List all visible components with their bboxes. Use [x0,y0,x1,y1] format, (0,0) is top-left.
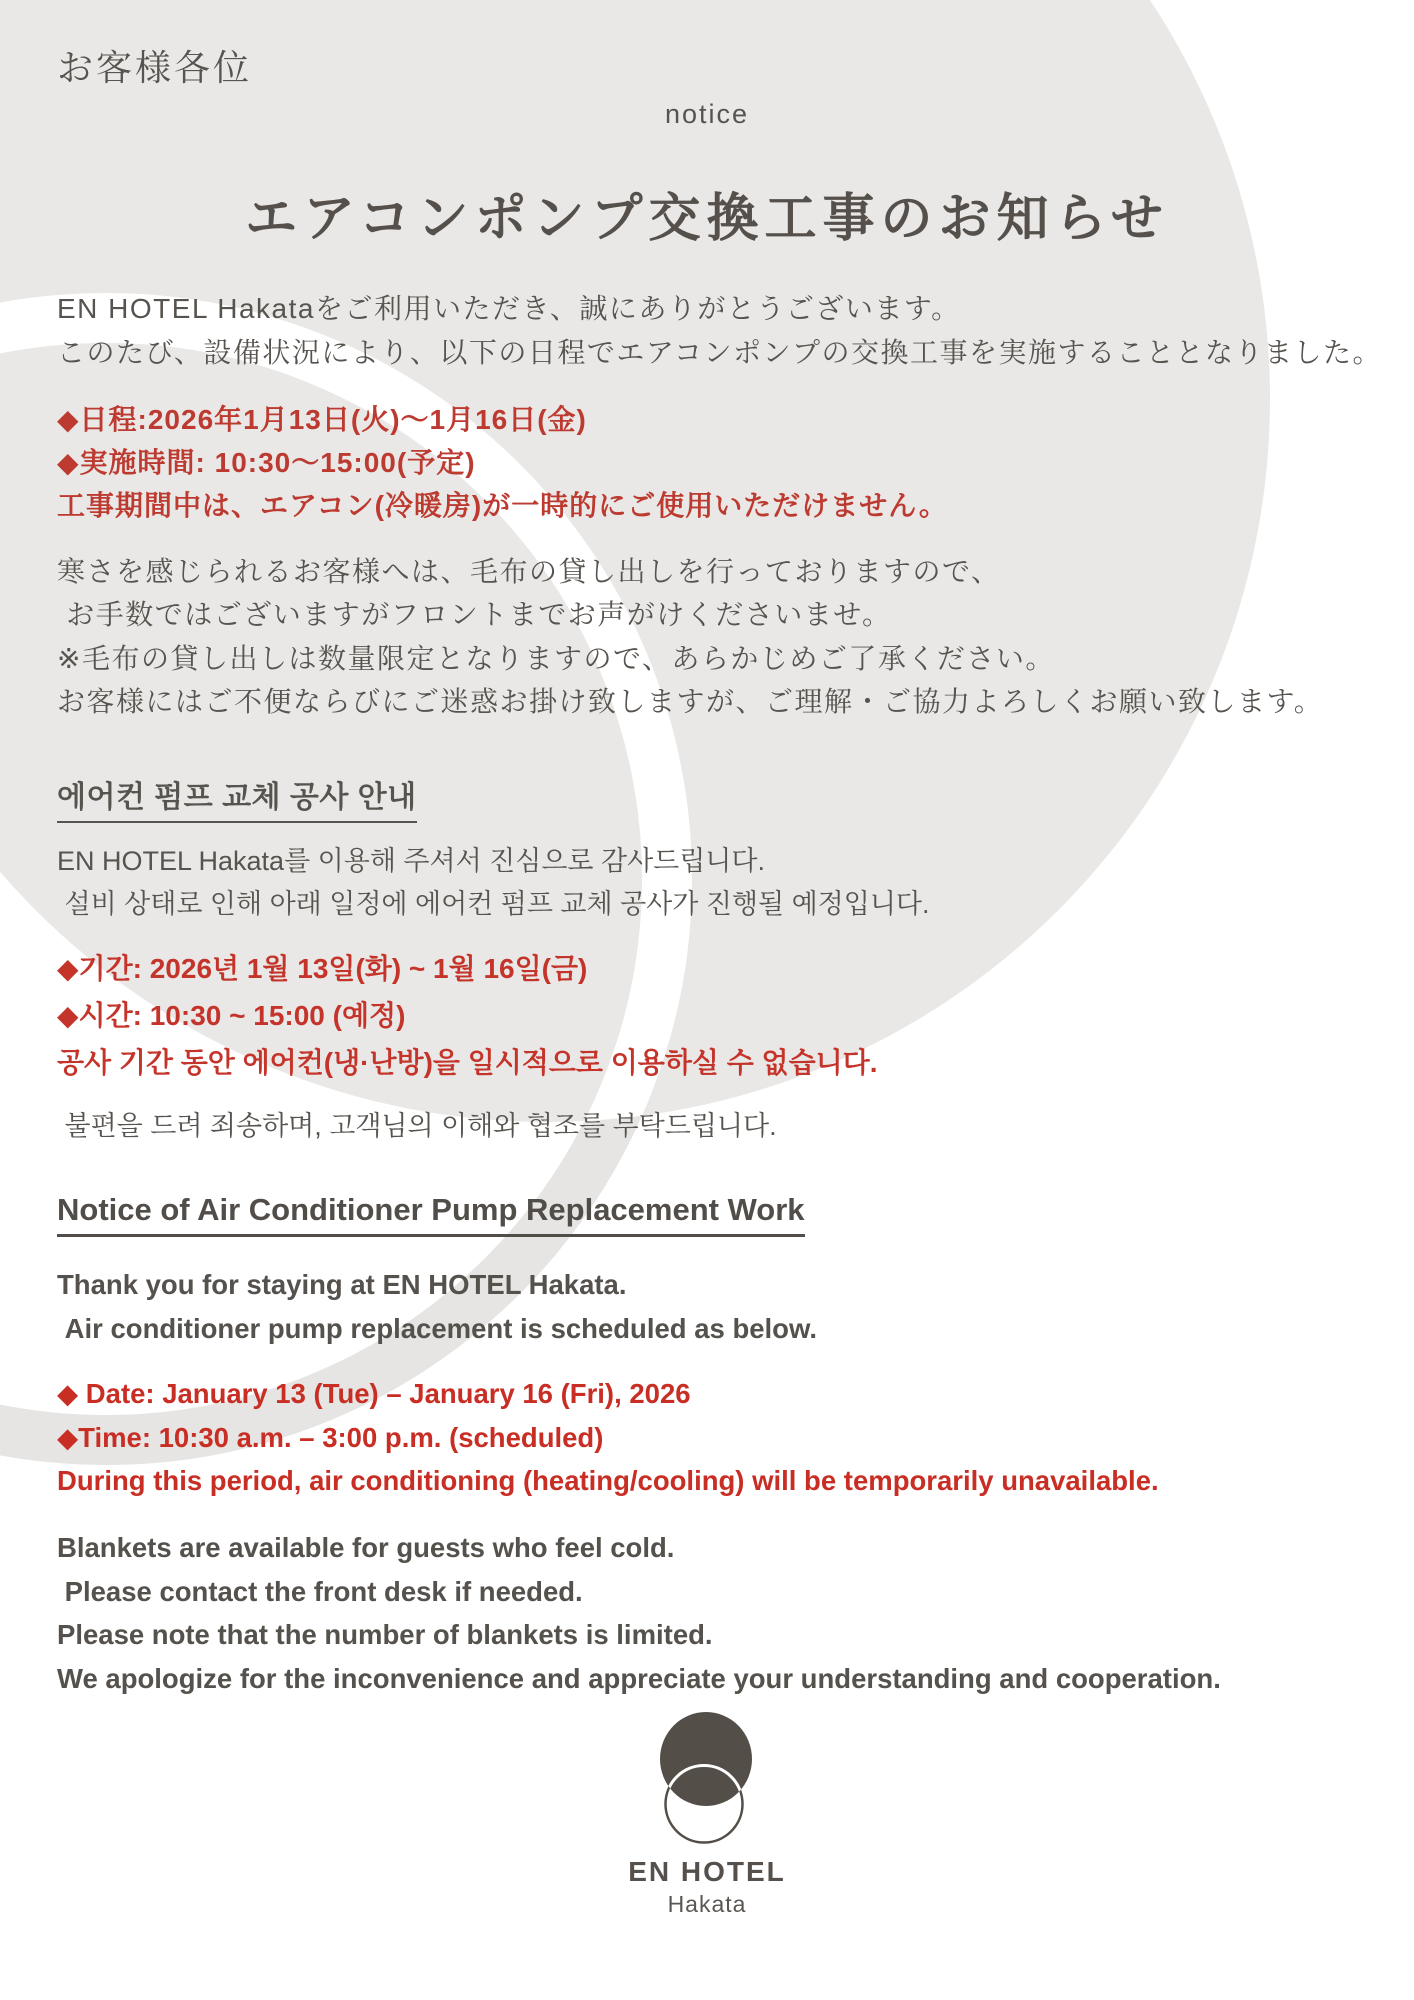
brand-location: Hakata [667,1891,747,1917]
en-intro-line: Air conditioner pump replacement is scheduled as below. [57,1312,817,1344]
en-date-line: ◆ Date: January 13 (Tue) – January 16 (Fri), 2026 [57,1378,691,1409]
kr-time-line: ◆시간: 10:30 ~ 15:00 (예정) [57,1000,406,1031]
en-section-heading: Notice of Air Conditioner Pump Replacement Work [57,1192,1384,1237]
kr-intro-paragraph [57,840,1384,926]
en-hotel-logo [640,1712,770,1852]
kr-schedule-highlight [57,945,1384,1086]
en-schedule-highlight [57,1372,1384,1503]
en-body-paragraph [57,1526,1384,1700]
jp-intro-line: EN HOTEL Hakataをご利用いただき、誠にありがとうございます。 [57,293,961,324]
kr-closing-line: 불편을 드려 죄송하며, 고객님의 이해와 협조를 부탁드립니다. [57,1111,777,1141]
kr-intro-line: 설비 상태로 인해 아래 일정에 에어컨 펌프 교체 공사가 진행될 예정입니다. [57,889,930,919]
kr-warning-line: 공사 기간 동안 에어컨(냉·난방)을 일시적으로 이용하실 수 없습니다. [57,1047,878,1078]
en-body-line: Please contact the front desk if needed. [57,1575,583,1607]
jp-warning-line: 工事期間中は、エアコン(冷暖房)が一時的にご使用いただけません。 [57,490,948,521]
en-body-line: Please note that the number of blankets is limited. [57,1619,713,1650]
logo-filled-circle [660,1712,752,1806]
jp-body-line: お手数ではございますがフロントまでお声がけくださいませ。 [57,599,892,631]
jp-body-line: 寒さを感じられるお客様へは、毛布の貸し出しを行っておりますので、 [57,556,1001,587]
en-body-line: We apologize for the inconvenience and appreciate your understanding and cooperation. [57,1662,1221,1694]
jp-schedule-highlight [57,398,1384,527]
kr-date-line: ◆기간: 2026년 1월 13일(화) ~ 1월 16일(금) [57,953,588,984]
jp-date-line: ◆日程:2026年1月13日(火)〜1月16日(金) [57,404,587,435]
brand-name: EN HOTEL [628,1856,786,1887]
jp-body-line: ※毛布の貸し出しは数量限定となりますので、あらかじめご了承ください。 [57,642,1055,674]
jp-body-line: お客様にはご不便ならびにご迷惑お掛け致しますが、ご理解・ご協力よろしくお願い致します。 [57,685,1324,717]
jp-intro-line: このたび、設備状況により、以下の日程でエアコンポンプの交換工事を実施することとなりました。 [57,337,1382,368]
notice-label: notice [664,99,750,129]
jp-intro-paragraph [57,287,1384,375]
jp-body-paragraph [57,550,1384,723]
kr-intro-line: EN HOTEL Hakata를 이용해 주셔서 진심으로 감사드립니다. [57,846,765,876]
kr-section-heading: 에어컨 펌프 교체 공사 안내 [57,772,1384,823]
en-intro-paragraph [57,1263,1384,1350]
en-warning-line: During this period, air conditioning (heating/cooling) will be temporarily unavailable. [57,1465,1159,1496]
page-title: エアコンポンプ交換工事のお知らせ [245,190,1169,248]
en-time-line: ◆Time: 10:30 a.m. – 3:00 p.m. (scheduled) [57,1421,604,1453]
en-body-line: Blankets are available for guests who feel cold. [57,1532,675,1563]
jp-time-line: ◆実施時間: 10:30〜15:00(予定) [57,447,476,478]
brand-lockup [0,1856,1414,1918]
en-intro-line: Thank you for staying at EN HOTEL Hakata. [57,1269,627,1300]
greeting-line: お客様各位 [57,47,253,88]
